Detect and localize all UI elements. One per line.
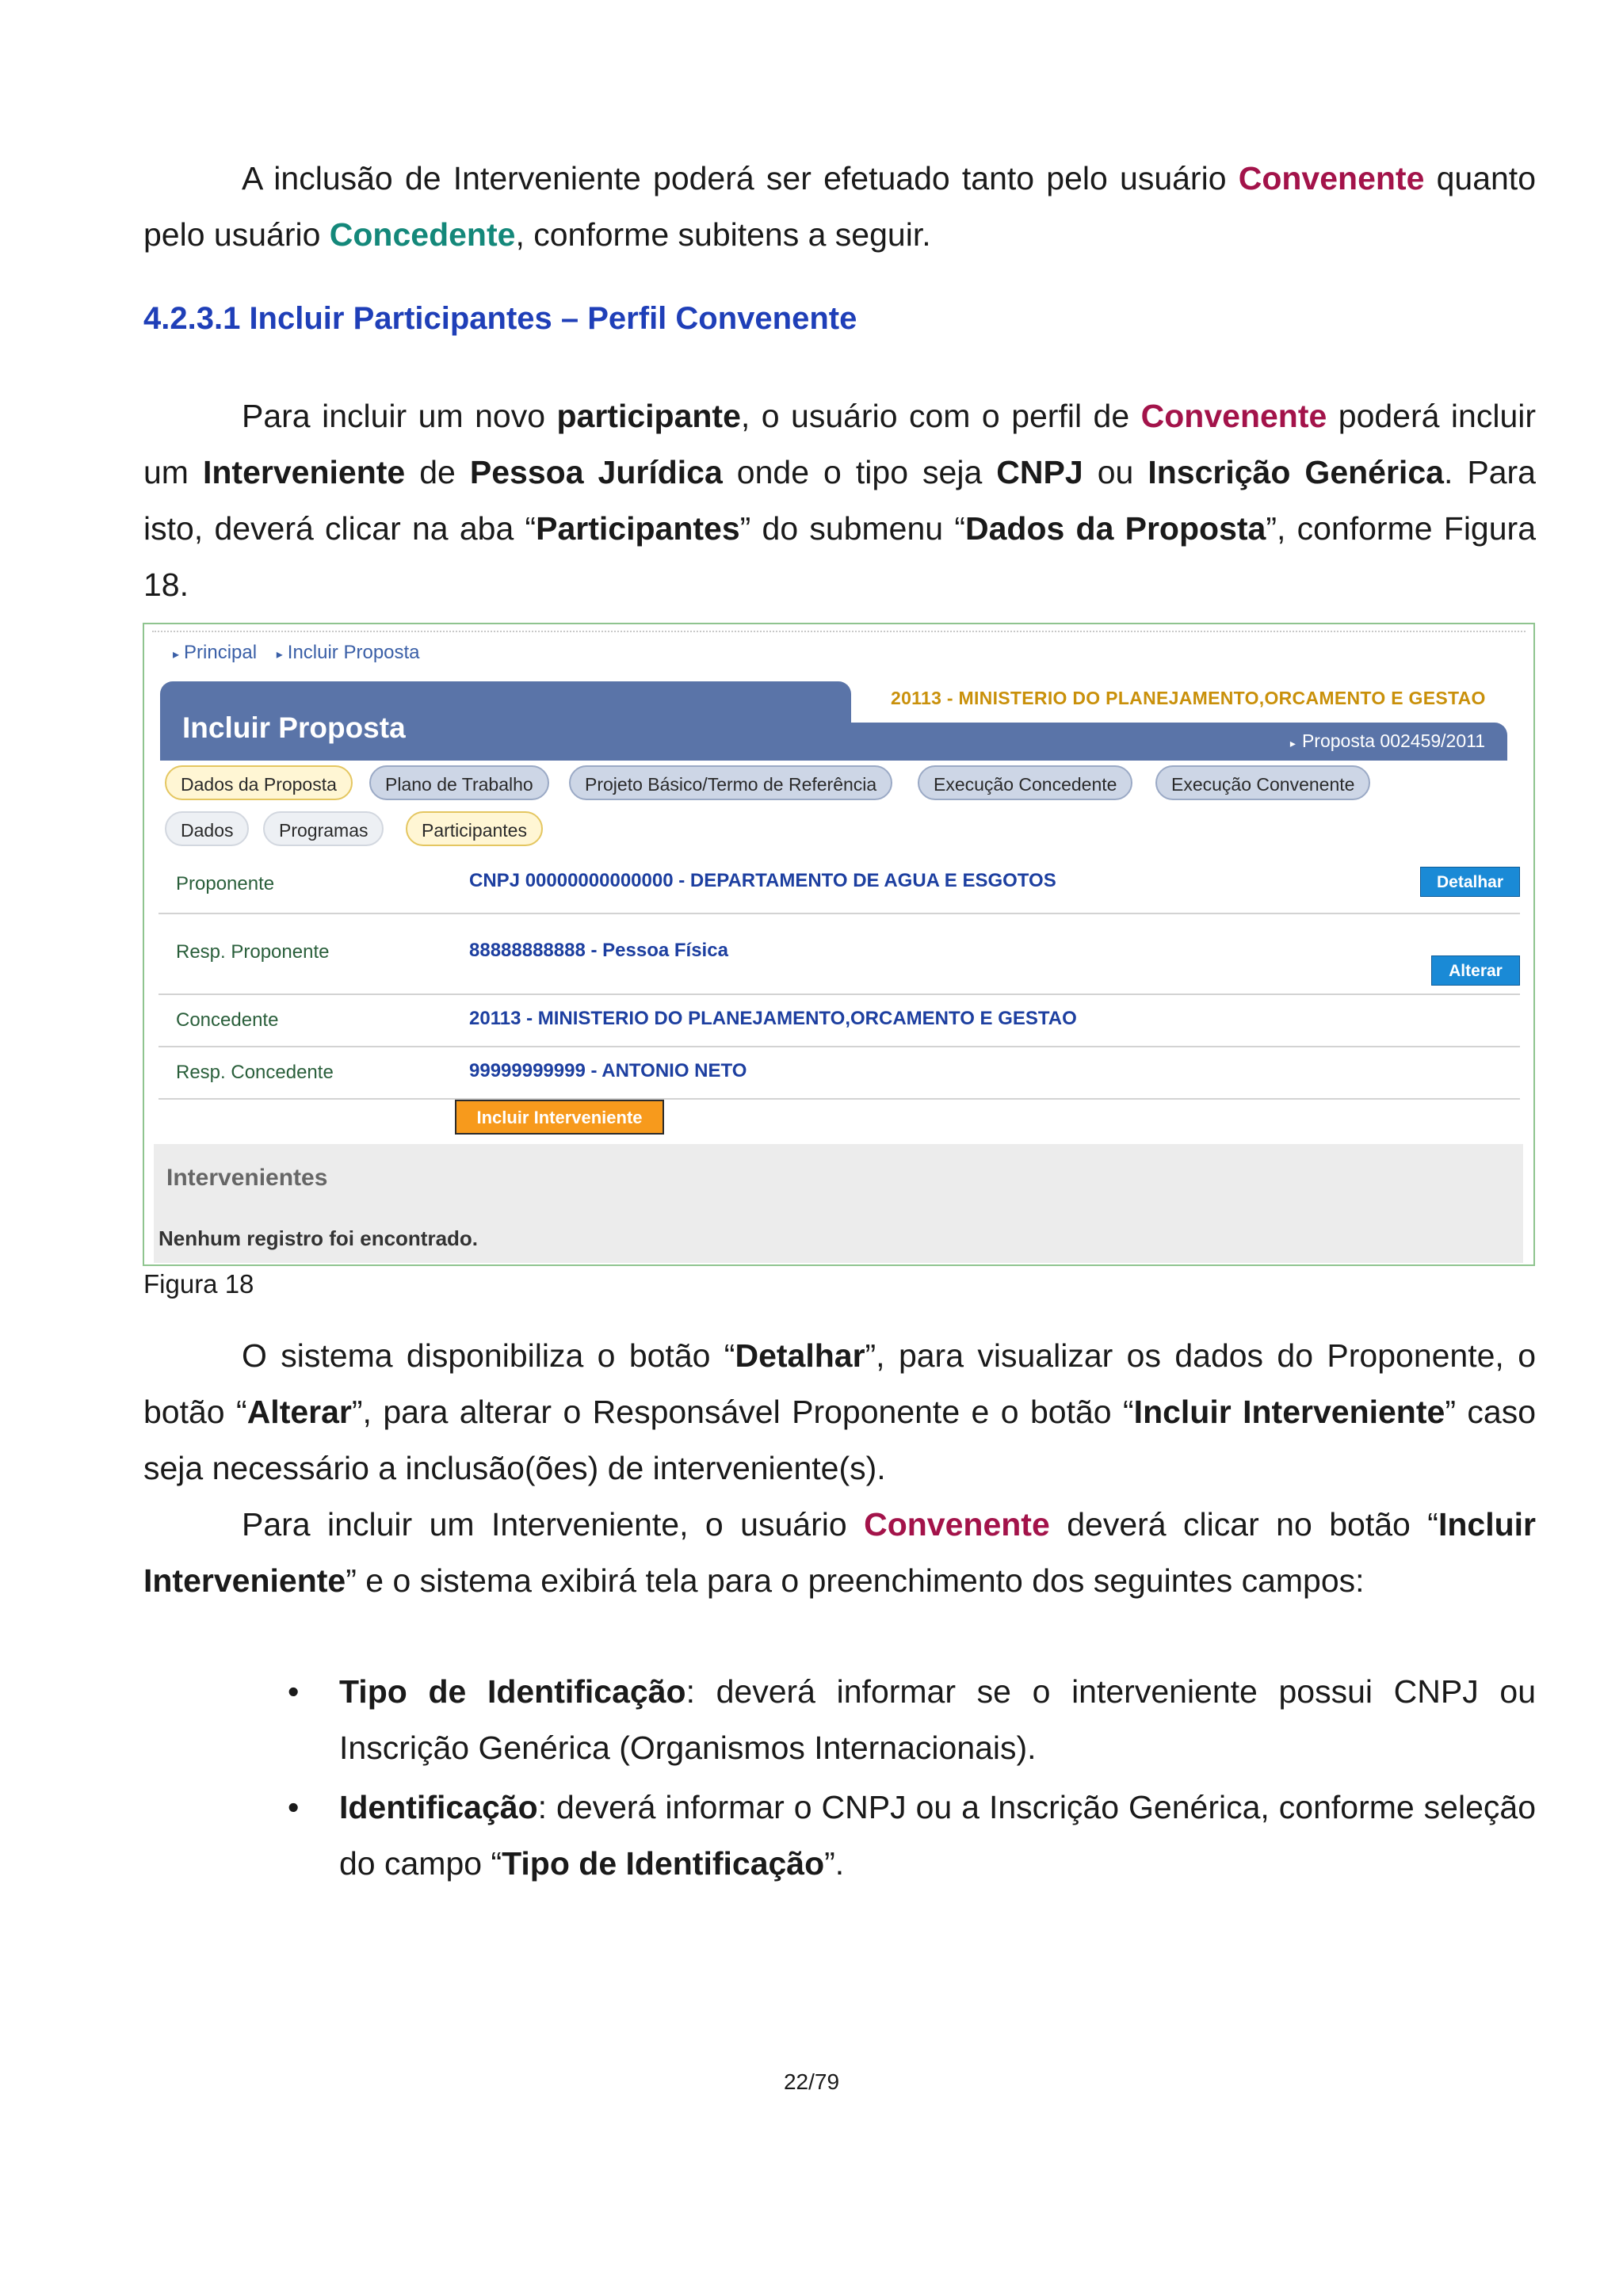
breadcrumb-link-principal[interactable]: Principal [184,642,258,663]
concedente-highlight: Concedente [329,216,516,253]
tab-programas[interactable]: Programas [263,811,384,846]
page-header-bar [160,681,1507,761]
bold-term: Inscrição Genérica [1148,454,1444,490]
row-label: Resp. Concedente [176,1062,334,1083]
row-label: Concedente [176,1009,279,1031]
text-segment: ”, para alterar o Responsável Proponente e o botão “ [351,1394,1134,1430]
row-label: Resp. Proponente [176,941,330,963]
text-segment: . Para isto, deverá clicar na aba “ [143,454,1536,547]
text-segment: : deverá informar o CNPJ ou a Inscrição Genérica, conforme seleção do campo “ [339,1789,1536,1882]
page-title: Incluir Proposta [182,711,406,744]
text-segment: ” e o sistema exibirá tela para o preenchimento dos seguintes campos: [346,1562,1365,1599]
intro-paragraph [143,151,1536,263]
text-segment: quanto pelo usuário [143,160,1536,253]
tab-projeto-basico[interactable]: Projeto Básico/Termo de Referência [569,765,892,800]
alterar-button[interactable]: Alterar [1431,955,1520,986]
bold-term: Incluir Interveniente [1133,1394,1445,1430]
bullet-icon: • [288,1673,300,1710]
bold-term: Detalhar [735,1337,865,1374]
intervenientes-title: Intervenientes [166,1165,328,1191]
chevron-right-icon: ▸ [173,648,180,662]
bold-term: Tipo de Identificação [502,1845,825,1882]
bold-term: Incluir Interveniente [143,1506,1536,1599]
row-value: 88888888888 - Pessoa Física [469,940,728,961]
tab-execucao-concedente[interactable]: Execução Concedente [918,765,1132,800]
row-value: 99999999999 - ANTONIO NETO [469,1060,747,1081]
tab-plano-de-trabalho[interactable]: Plano de Trabalho [369,765,549,800]
text-segment: ” do submenu “ [739,510,965,547]
bold-term: Pessoa Jurídica [469,454,723,490]
page-title-tab [160,681,851,761]
chevron-right-icon: ▸ [1289,737,1296,749]
convenente-highlight: Convenente [1140,398,1327,434]
incluir-interveniente-button[interactable]: Incluir Interveniente [455,1100,664,1135]
text-segment: Para incluir um Interveniente, o usuário [242,1506,865,1543]
proposal-number [1290,730,1485,752]
text-segment: : deverá informar se o interveniente possui CNPJ ou Inscrição Genérica (Organismos Internacionais). [339,1673,1536,1766]
table-row [158,1046,1520,1100]
row-value: CNPJ 00000000000000 - DEPARTAMENTO DE AGUA E ESGOTOS [469,870,1056,891]
figure-screenshot [143,623,1535,1266]
row-label: Proponente [176,873,275,894]
text-segment: Para incluir um novo [242,398,557,434]
bold-term: Participantes [536,510,740,547]
bold-term: Interveniente [203,454,406,490]
org-title: 20113 - MINISTERIO DO PLANEJAMENTO,ORCAMENTO E GESTAO [891,688,1486,708]
text-segment: ”, conforme Figura 18. [143,510,1536,603]
text-segment: ” caso seja necessário a inclusão(ões) de interveniente(s). [143,1394,1536,1486]
buttons-paragraph [143,1328,1536,1497]
tab-execucao-convenente[interactable]: Execução Convenente [1155,765,1370,800]
tab-dados-da-proposta[interactable]: Dados da Proposta [165,765,353,800]
bold-term: Tipo de Identificação [339,1673,686,1710]
include-paragraph [143,1497,1536,1609]
text-segment: , conforme subitens a seguir. [515,216,931,253]
chevron-right-icon: ▸ [276,648,283,662]
text-segment: ”, para visualizar os dados do Proponente, o botão “ [143,1337,1536,1430]
breadcrumb [173,642,434,664]
table-row [158,913,1520,995]
bold-term: Alterar [246,1394,352,1430]
text-segment: O sistema disponibiliza o botão “ [242,1337,735,1374]
proposal-number-text: Proposta 002459/2011 [1301,730,1485,751]
intervenientes-panel [154,1144,1523,1263]
figure-caption: Figura 18 [143,1269,254,1299]
page-number: 22/79 [783,2069,840,2094]
text-segment: ”. [824,1845,845,1882]
empty-message: Nenhum registro foi encontrado. [158,1226,479,1250]
bullet-icon: • [288,1789,300,1825]
convenente-highlight: Convenente [1238,160,1425,196]
bold-term: Identificação [339,1789,538,1825]
breadcrumb-link-incluir-proposta[interactable]: Incluir Proposta [287,642,420,663]
text-segment: , o usuário com o perfil de [740,398,1141,434]
table-row [158,994,1520,1047]
text-segment: A inclusão de Interveniente poderá ser efetuado tanto pelo usuário [242,160,1239,196]
text-segment: de [405,454,470,490]
text-segment: deverá clicar no botão “ [1049,1506,1438,1543]
dotted-divider [152,631,1526,632]
bold-term: participante [556,398,741,434]
section-heading: 4.2.3.1 Incluir Participantes – Perfil Convenente [143,301,857,336]
tab-dados[interactable]: Dados [165,811,249,846]
row-value: 20113 - MINISTERIO DO PLANEJAMENTO,ORCAMENTO E GESTAO [469,1008,1077,1029]
table-row [158,856,1520,914]
bold-term: CNPJ [996,454,1083,490]
detalhar-button[interactable]: Detalhar [1420,867,1520,897]
text-segment: onde o tipo seja [722,454,997,490]
text-segment: poderá incluir um [143,398,1537,490]
list-item-text [339,1779,1536,1892]
convenente-highlight: Convenente [864,1506,1050,1543]
tab-participantes[interactable]: Participantes [406,811,543,846]
bold-term: Dados da Proposta [964,510,1266,547]
list-item-text [339,1664,1536,1776]
text-segment: ou [1083,454,1148,490]
instructions-paragraph [143,388,1536,613]
